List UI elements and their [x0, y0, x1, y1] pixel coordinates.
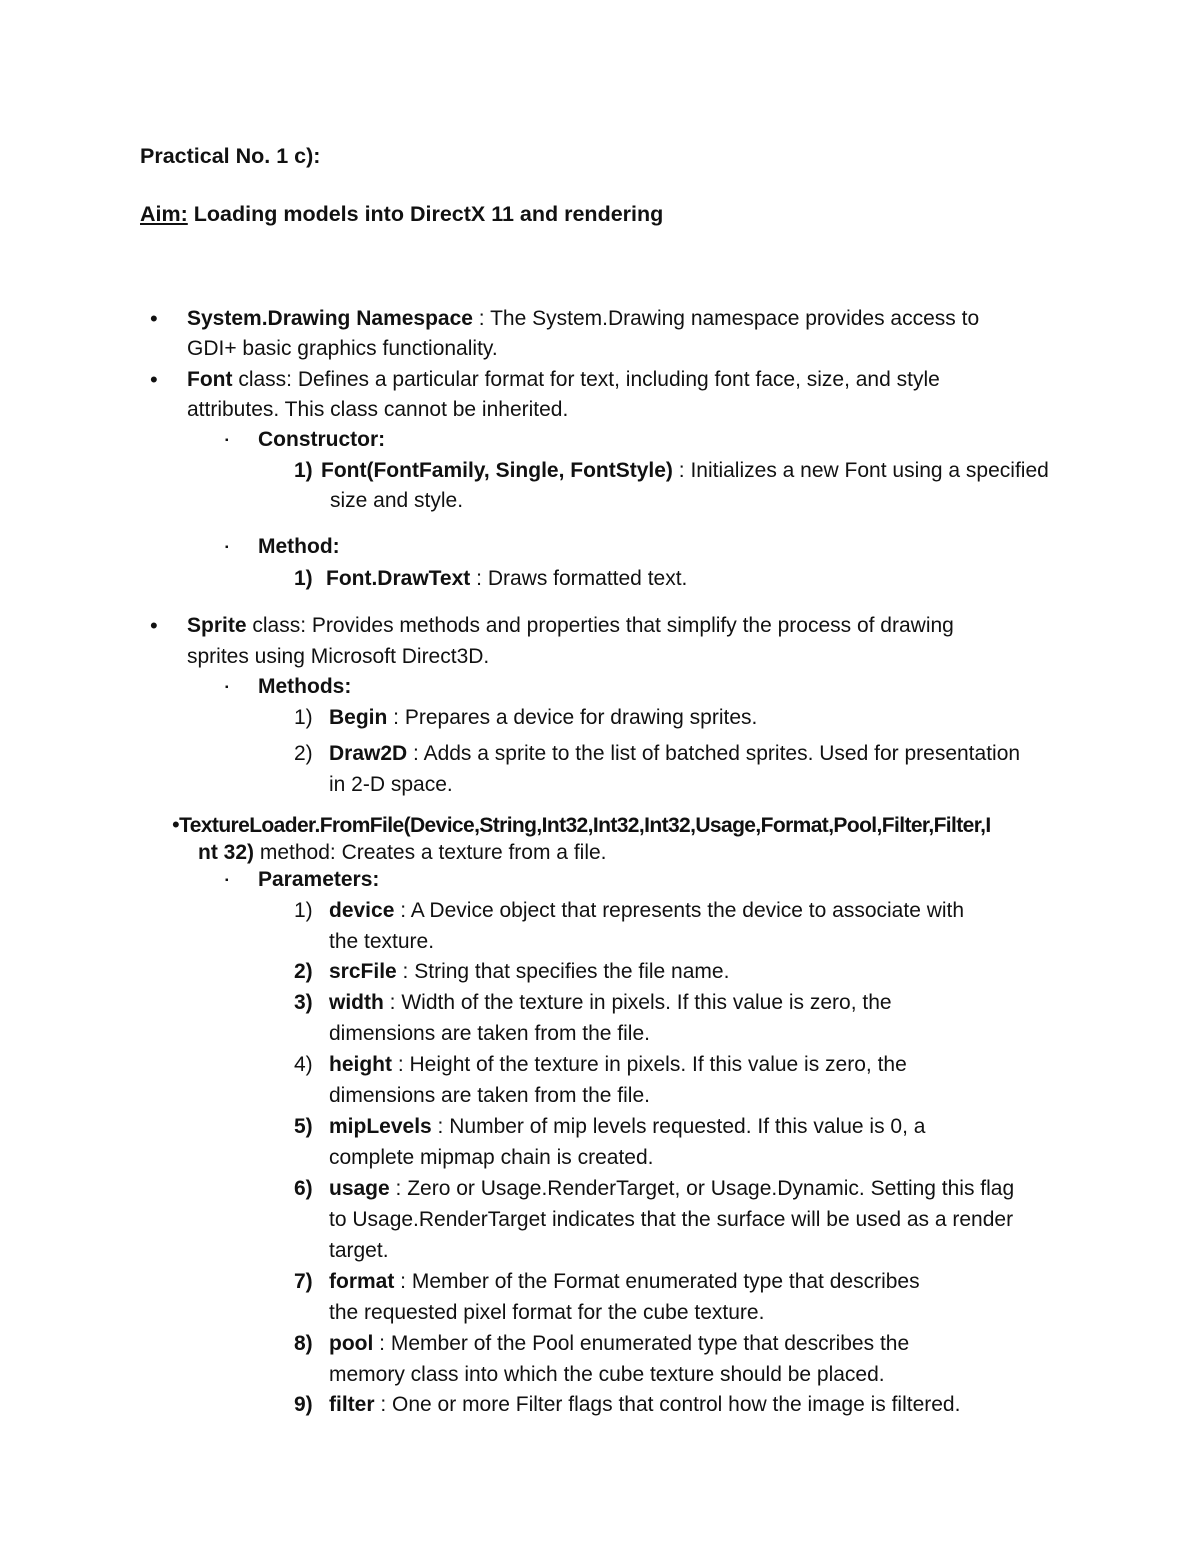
- parameter-format-line: the requested pixel format for the cube texture.: [329, 1301, 765, 1324]
- list-number: 9): [294, 1393, 313, 1416]
- term: Begin: [329, 706, 388, 729]
- term: Draw2D: [329, 742, 408, 765]
- parameters-label: Parameters:: [258, 868, 380, 891]
- bullet-icon: •: [172, 812, 180, 837]
- term: srcFile: [329, 960, 397, 983]
- begin-line: Begin : Prepares a device for drawing sprites.: [329, 706, 758, 729]
- drawing-namespace-line-2: GDI+ basic graphics functionality.: [187, 337, 498, 360]
- list-number: 2): [294, 960, 313, 983]
- term: mipLevels: [329, 1115, 432, 1138]
- parameter-usage: usage : Zero or Usage.RenderTarget, or Usage.Dynamic. Setting this flag: [329, 1177, 1015, 1200]
- term: usage: [329, 1177, 390, 1200]
- texture-loader-line: [172, 812, 991, 839]
- drawing-namespace-line: System.Drawing Namespace : The System.Drawing namespace provides access to: [187, 307, 980, 330]
- bullet-icon: •: [150, 306, 158, 331]
- term: TextureLoader.FromFile(Device,String,Int32,Int32,Int32,Usage,Format,Pool,Filter,Filter,I: [179, 814, 991, 837]
- parameter-format: format : Member of the Format enumerated type that describes: [329, 1270, 920, 1293]
- parameter-device: device : A Device object that represents the device to associate with: [329, 899, 965, 922]
- list-number: 1): [294, 567, 313, 590]
- font-class-line: Font class: Defines a particular format for text, including font face, size, and style: [187, 368, 940, 391]
- term: Font(FontFamily, Single, FontStyle): [321, 459, 673, 482]
- constructor-label: Constructor:: [258, 428, 386, 451]
- bullet-icon: •: [150, 367, 158, 392]
- method-line: Font.DrawText : Draws formatted text.: [326, 567, 688, 590]
- list-number: 5): [294, 1115, 313, 1138]
- aim-line: [140, 201, 663, 227]
- parameter-height-line: dimensions are taken from the file.: [329, 1084, 650, 1107]
- parameter-mipLevels-line: complete mipmap chain is created.: [329, 1146, 654, 1169]
- list-number: 1): [294, 899, 313, 922]
- aim-text: Loading models into DirectX 11 and rendering: [193, 202, 664, 226]
- term: nt 32): [198, 841, 255, 864]
- square-bullet-icon: ▪: [225, 542, 229, 553]
- parameter-width: width : Width of the texture in pixels. If this value is zero, the: [329, 991, 892, 1014]
- methods-label: Methods:: [258, 675, 352, 698]
- parameter-filter: filter : One or more Filter flags that control how the image is filtered.: [329, 1393, 961, 1416]
- aim-label: Aim:: [140, 202, 188, 226]
- term: height: [329, 1053, 392, 1076]
- parameter-device-line: the texture.: [329, 930, 435, 953]
- term: System.Drawing Namespace: [187, 307, 473, 330]
- draw2d-line: Draw2D : Adds a sprite to the list of batched sprites. Used for presentation: [329, 742, 1021, 765]
- list-number: 1): [294, 459, 313, 482]
- parameter-srcFile: srcFile : String that specifies the file name.: [329, 960, 730, 983]
- term: pool: [329, 1332, 374, 1355]
- parameter-height: height : Height of the texture in pixels. If this value is zero, the: [329, 1053, 907, 1076]
- list-number: 3): [294, 991, 313, 1014]
- page-title: Practical No. 1 c):: [140, 144, 321, 168]
- list-number: 2): [294, 742, 313, 765]
- list-number: 8): [294, 1332, 313, 1355]
- constructor-line: Font(FontFamily, Single, FontStyle) : Initializes a new Font using a specified: [321, 459, 1049, 482]
- parameter-usage-line: target.: [329, 1239, 389, 1262]
- constructor-line-2: size and style.: [330, 489, 464, 512]
- parameter-width-line: dimensions are taken from the file.: [329, 1022, 650, 1045]
- term: format: [329, 1270, 395, 1293]
- list-number: 6): [294, 1177, 313, 1200]
- font-class-line-2: attributes. This class cannot be inherited.: [187, 398, 569, 421]
- parameter-pool-line: memory class into which the cube texture should be placed.: [329, 1363, 885, 1386]
- term: Font.DrawText: [326, 567, 471, 590]
- method-label: Method:: [258, 535, 340, 558]
- square-bullet-icon: ▪: [225, 682, 229, 693]
- term: device: [329, 899, 395, 922]
- draw2d-line-2: in 2-D space.: [329, 773, 453, 796]
- list-number: 7): [294, 1270, 313, 1293]
- list-number: 4): [294, 1053, 313, 1076]
- sprite-class-line: Sprite class: Provides methods and properties that simplify the process of drawing: [187, 614, 954, 637]
- parameter-usage-line: to Usage.RenderTarget indicates that the surface will be used as a render: [329, 1208, 1014, 1231]
- term: Font: [187, 368, 233, 391]
- sprite-class-line-2: sprites using Microsoft Direct3D.: [187, 645, 490, 668]
- parameter-pool: pool : Member of the Pool enumerated type that describes the: [329, 1332, 910, 1355]
- term: filter: [329, 1393, 375, 1416]
- list-number: 1): [294, 706, 313, 729]
- parameter-mipLevels: mipLevels : Number of mip levels requested. If this value is 0, a: [329, 1115, 926, 1138]
- texture-loader-line-2: nt 32) method: Creates a texture from a file.: [198, 841, 607, 864]
- term: Sprite: [187, 614, 247, 637]
- square-bullet-icon: ▪: [225, 875, 229, 886]
- bullet-icon: •: [150, 613, 158, 638]
- term: width: [329, 991, 384, 1014]
- square-bullet-icon: ▪: [225, 435, 229, 446]
